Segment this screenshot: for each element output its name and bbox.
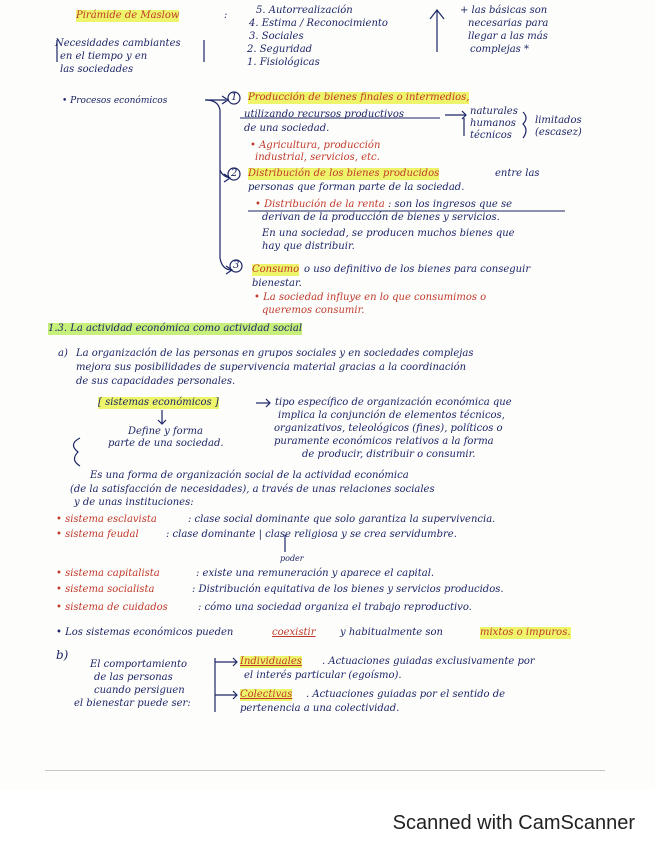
system-cuidados-desc: : cómo una sociedad organiza el trabajo reproductivo. (198, 602, 472, 613)
define-2: parte de una sociedad. (108, 438, 224, 449)
maslow-note-2: en el tiempo y en (60, 51, 148, 62)
def-2: implica la conjunción de elementos técnicos, (278, 410, 505, 421)
maslow-right-4: complejas * (470, 44, 529, 55)
ind-line1: . Actuaciones guiadas exclusivamente por (322, 656, 535, 667)
p1-title: Producción de bienes finales o intermedios, (248, 92, 470, 103)
system-feudal: • sistema feudal (56, 529, 139, 540)
ind-line2: el interés particular (egoísmo). (244, 670, 402, 681)
scanner-watermark: Scanned with CamScanner (392, 812, 635, 834)
resource-human: humanos (470, 118, 516, 129)
system-socialista: • sistema socialista (56, 584, 155, 595)
coexist-3: y habitualmente son (340, 627, 443, 638)
system-esclavista: • sistema esclavista (56, 514, 157, 525)
p2-sub-rest: : son los ingresos que se (388, 199, 513, 210)
maslow-note-3: las sociedades (60, 64, 134, 75)
b-left-3: cuando persiguen (94, 685, 185, 696)
b-left-2: de las personas (94, 672, 173, 683)
p1-num: 1 (231, 92, 238, 103)
p2-sub-title: • Distribución de la renta (255, 199, 385, 210)
processes-label: • Procesos económicos (62, 96, 168, 106)
poder-label: poder (280, 554, 304, 563)
a-line3: de sus capacidades personales. (76, 376, 236, 387)
system-capitalista: • sistema capitalista (56, 568, 160, 579)
p3-line1: bienestar. (252, 278, 302, 289)
a-line1: La organización de las personas en grupos sociales y en sociedades complejas (76, 348, 474, 359)
p1-line1: utilizando recursos productivos (244, 109, 404, 120)
es-line3: y de unas instituciones: (74, 497, 194, 508)
p3-note1: • La sociedad influye en lo que consumimos o (254, 292, 487, 303)
resource-natural: naturales (470, 106, 518, 117)
p2-num: 2 (231, 168, 238, 179)
p3-note2: queremos consumir. (262, 305, 365, 316)
maslow-level-5: 5. Autorrealización (256, 5, 353, 16)
coexist-2: coexistir (272, 627, 316, 638)
p2-line1: personas que forman parte de la sociedad. (248, 182, 465, 193)
coexist-1: • Los sistemas económicos pueden (56, 627, 234, 638)
p1-example-1: • Agricultura, producción (250, 140, 381, 151)
maslow-right-1: + las básicas son (460, 5, 548, 16)
a-label: a) (58, 348, 68, 359)
p1-line2: de una sociedad. (244, 123, 330, 134)
maslow-note-1: Necesidades cambiantes (55, 38, 181, 49)
p2-title-rest: entre las (495, 168, 540, 179)
colon: : (224, 10, 228, 21)
maslow-level-2: 2. Seguridad (247, 44, 313, 55)
es-line2: (de la satisfacción de necesidades), a través de unas relaciones sociales (70, 484, 435, 495)
system-esclavista-desc: : clase social dominante que solo garantiza la supervivencia. (188, 514, 496, 525)
resource-tech: técnicos (470, 130, 512, 141)
es-line1: Es una forma de organización social de la actividad económica (90, 470, 409, 481)
system-cuidados: • sistema de cuidados (56, 602, 168, 613)
sistemas-box: [ sistemas económicos ] (98, 397, 219, 408)
maslow-level-4: 4. Estima / Reconocimiento (249, 18, 388, 29)
p2-line4: hay que distribuir. (262, 241, 355, 252)
col-title: Colectivas (240, 689, 293, 700)
system-socialista-desc: : Distribución equitativa de los bienes y servicios producidos. (192, 584, 504, 595)
p3-title: Consumo (252, 264, 300, 275)
limited-1: limitados (535, 115, 582, 126)
page-divider (45, 770, 605, 771)
section-heading: 1.3. La actividad económica como actividad social (48, 323, 303, 334)
def-3: organizativos, teleológicos (fines), políticos o (274, 423, 503, 434)
ind-title: Individuales (240, 656, 302, 667)
maslow-level-1: 1. Fisiológicas (247, 57, 320, 68)
p3-rest: o uso definitivo de los bienes para conseguir (304, 264, 531, 275)
def-4: puramente económicos relativos a la forma (274, 436, 494, 447)
b-left-4: el bienestar puede ser: (74, 698, 191, 709)
def-5: de producir, distribuir o consumir. (302, 449, 476, 460)
system-capitalista-desc: : existe una remuneración y aparece el capital. (196, 568, 435, 579)
def-1: tipo específico de organización económica que (275, 397, 512, 408)
p3-num: 3 (233, 260, 240, 271)
p2-title: Distribución de los bienes producidos (248, 168, 440, 179)
p2-line2: derivan de la producción de bienes y servicios. (262, 212, 500, 223)
process-bracket (206, 100, 232, 270)
col-line2: pertenencia a una colectividad. (240, 703, 400, 714)
b-label: b) (56, 648, 69, 662)
maslow-level-3: 3. Sociales (249, 31, 304, 42)
maslow-title: Pirámide de Maslow (76, 10, 180, 21)
limited-2: (escasez) (535, 127, 582, 138)
define-1: Define y forma (128, 426, 203, 437)
maslow-right-3: llegar a las más (468, 31, 548, 42)
system-feudal-desc: : clase dominante | clase religiosa y se crea servidumbre. (166, 529, 457, 540)
col-line1: . Actuaciones guiadas por el sentido de (306, 689, 506, 700)
maslow-right-2: necesarias para (468, 18, 549, 29)
a-line2: mejora sus posibilidades de supervivencia material gracias a la coordinación (76, 362, 467, 373)
coexist-4: mixtos o impuros. (480, 627, 571, 638)
p1-example-2: industrial, servicios, etc. (255, 152, 380, 163)
p2-line3: En una sociedad, se producen muchos bienes que (262, 228, 515, 239)
b-left-1: El comportamiento (90, 659, 188, 670)
